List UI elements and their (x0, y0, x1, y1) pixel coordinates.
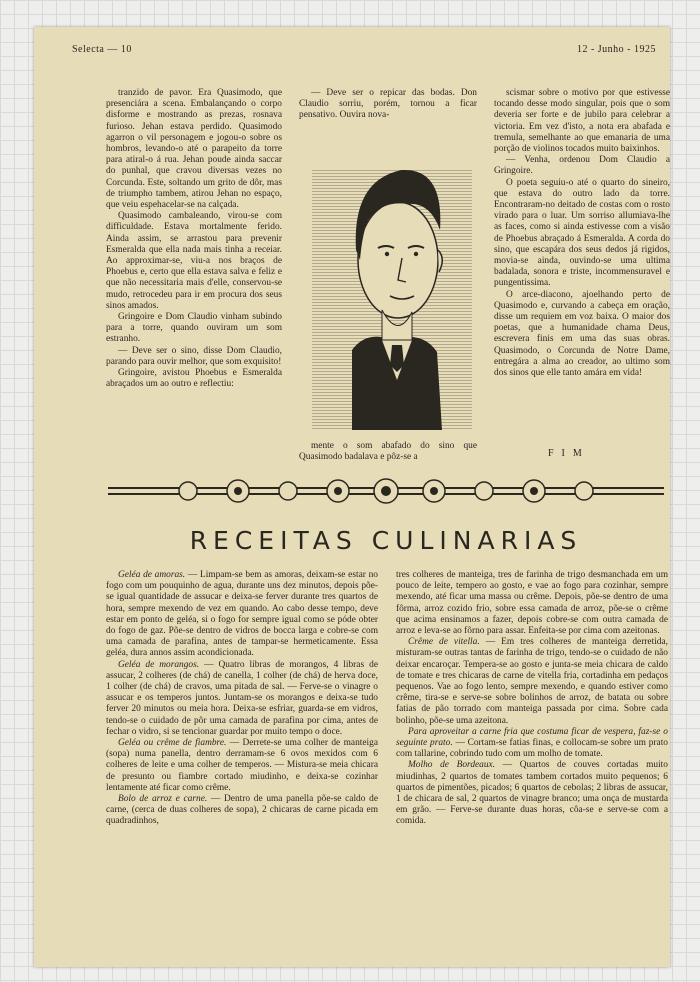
recipe-text: tres colheres de manteiga, tres de farinha de trigo desmanchada em um pouco de leite, tempero ao gosto, e vae ao fogo para cozinhar, sempre mexendo, até ficar uma massa ou crême. Depois, põe-se dentro de uma fôrma, arroz cozido frio, sobre essa camada de arroz, põe-se o crême que acima ensinamos a fazer, depois cobre-se com outra camada de arroz e leva-se ao fôrno para assar. Enfeita-se por cima com azeitonas. (396, 570, 668, 637)
story-end-mark: FIM (548, 448, 590, 459)
recipe-text: — Limpam-se bem as amoras, deixam-se estar no fogo com um pouquinho de agua, durante uns dez minutos, depois põe-se igual quantidade de assucar e deixa-se ferver durante tres quartos de hora, sempre mexendo de vez em quando. Ao cabo desse tempo, deve estar em ponto de geléa, si o fogo for sempre igual como se póde obter do fogo de gaz. Põe-se dentro de vidros de bocca larga e cobre-se com uma camada de parafina, antes de tampar-se hermeticamente. Essa geléa, dura annos assim acondicionada. (106, 570, 378, 659)
story-column-3 (494, 88, 670, 379)
story-paragraph: Gringoire e Dom Claudio vinham subindo para a torre, quando ouviram um som estranho. (106, 312, 282, 345)
story-paragraph: — Deve ser o sino, disse Dom Claudio, parando para ouvir melhor, que som exquisito! (106, 345, 282, 367)
story-paragraph: mente o som abafado do sino que Quasimodo badalava e pôz-se a (299, 441, 477, 463)
recipes-title: RECEITAS CULINARIAS (189, 526, 583, 555)
story-column-2-bottom (299, 441, 477, 463)
recipe-item (106, 794, 378, 828)
story-paragraph: scismar sobre o motivo por que estivesse tocando desse modo singular, pois que o som deveria ser forte e de jubilo para celebrar a victoria. Em vez d'isto, a nota era abafada e tremula, semelhante ao que emanaria de uma porção de violinos tocados muito baixinhos. (494, 88, 670, 155)
story-paragraph: Gringoire, avistou Phoebus e Esmeralda abraçados um ao outro e reflectiu: (106, 368, 282, 390)
header-date: 12 - Junho - 1925 (576, 44, 656, 55)
recipe-name: Crême de vitella. (408, 637, 480, 648)
story-paragraph: O arce-diacono, ajoelhando perto de Quasimodo e, curvando a cabeça em oração, disse um requiem em voz baixa. O maior dos poetas, que a humanidade chama Deus, escrevera finis em uma das suas obras. Quasimodo, o Corcunda de Notre Dame, entregára a alma ao creador, ao ultimo som dos sinos que elle tanto amára em vida! (494, 289, 670, 379)
recipe-text: — Quatro libras de morangos, 4 libras de assucar, 2 colheres (de chá) de canella, 1 colher (de chá) de herva doce, 1 colher (de chá) de cravos, uma pitada de sal. — Ferve-se o vinagre o assucar e os temperos juntos. Juntam-se os morangos e deixa-se tudo ferver 20 minutos ou meia hora. Deixa-se esfriar, guarda-se em vidros, tendo-se o cuidado de pôr uma camada de parafina por cima, antes de fechar o vidro, si se tencionar guardar por muito tempo o doce. (106, 659, 378, 737)
recipes-column-1 (106, 570, 378, 828)
recipe-item (396, 760, 668, 827)
recipe-item (106, 738, 378, 794)
page-header (72, 44, 656, 60)
recipe-text: — Cortam-se fatias finas, e collocam-se sobre um prato com tallarine, cobrindo tudo com um molho de tomate. (396, 738, 668, 760)
recipe-item (106, 660, 378, 738)
recipe-name: Bolo de arroz e carne. (118, 794, 208, 805)
recipe-text: — Dentro de uma panella põe-se caldo de carne, (cerca de duas colheres de sopa), 2 chicaras de carne picada em quadradinhos, (106, 794, 378, 827)
recipe-continuation (396, 570, 668, 637)
header-magazine-page: Selecta — 10 (72, 44, 132, 55)
recipe-item (396, 727, 668, 761)
recipes-column-2 (396, 570, 668, 828)
story-paragraph: — Venha, ordenou Dom Claudio a Gringoire. (494, 155, 670, 177)
recipe-name: Geléa de morangos. (118, 659, 200, 670)
story-column-2-top (299, 88, 477, 122)
recipe-name: Para aproveitar a carne fria que costuma ficar de vespera, faz-se o seguinte prato. (396, 726, 668, 749)
portrait-illustration (312, 140, 472, 430)
floral-ornament-divider (108, 474, 664, 508)
recipe-text: — Derrete-se uma colher de manteiga (sopa) numa panella, dentro derramam-se 6 ovos mexidos com 6 colheres de leite e uma colher de temperos. — Mistura-se meia chicara de presunto ou fiambre cortado miudinho, e deixa-se cozinhar lentamente até ficar como crême. (106, 738, 378, 793)
story-column-1 (106, 88, 282, 390)
recipe-text: — Em tres colheres de manteiga derretida, misturam-se outras tantas de farinha de trigo, tendo-se o cuidado de não deixar encaroçar. Tempera-se ao gosto e junta-se meia chicara de caldo de tomate e tres chicaras de carne de vitella fria, cortadinha em pedaços pequenos. Vae ao fogo lento, sempre mexendo, e quando estiver como crême, tira-se e serve-se sobre bolinhos de arroz, de batata ou sobre fatias de pão torrado com manteiga passada por cima. Sobre cada bolinho, põe-se uma azeitona. (396, 637, 668, 726)
story-paragraph: Quasimodo cambaleando, virou-se com difficuldade. Estava mortalmente ferido. Ainda assim, se arrastou para prevenir Esmeralda que ella nada mais tinha a receiar. Ao approximar-se, viu-a nos braços de Phoebus e, certo que ella estava salva e feliz e que não necessitaria mais d'elle, conservou-se mudo, retrocedeu para ir em procura dos seus sinos amados. (106, 211, 282, 311)
story-paragraph: O poeta seguiu-o até o quarto do sineiro, que estava do outro lado da torre. Encontraram-no deitado de costas com o rosto virado para o luar. Um sorriso allumiava-lhe as faces, como si ainda estivesse com a visão de Phoebus abraçado á Esmeralda. A corda do sino, que escapára dos seus dedos já rigidos, movia-se ainda, ouvindo-se uma ultima badalada, sonora e triste, incommensuravel e pungentissima. (494, 177, 670, 289)
story-paragraph: tranzido de pavor. Era Quasimodo, que presenciára a scena. Embalançando o corpo disforme e mostrando as prezas, rosnava furioso. Jehan estava perdido. Quasimodo agarron o vil personagem e jogou-o sobre os hombros, levando-o até o parapeito da torre para atiral-o á rua. Jehan poude ainda saccar do punhal, que cravou diversas vezes no Corcunda. Este, soltando um grito de dôr, mas de triumpho tambem, atirou Jehan no espaço, que veiu espehacelar-se na calçada. (106, 88, 282, 211)
recipe-item (106, 570, 378, 660)
recipe-name: Molho de Bordeaux. (408, 760, 496, 771)
recipe-text: — Quartos de couves cortadas muito miudinhas, 2 quartos de tomates tambem cortados muito pequenos; 6 quartos de pimentões, picados; 6 quartos de cebolas; 2 libras de assucar, 1 de chicara de sal, 2 quartos de vinagre branco; uma onça de mustarda em grão. — Ferve-se durante duas horas, côa-se e serve-se com a comida. (396, 760, 668, 827)
recipe-name: Geléa ou crême de fiambre. (118, 738, 227, 749)
recipe-item (396, 637, 668, 727)
recipe-name: Geléa de amoras. (118, 570, 186, 580)
story-paragraph: — Deve ser o repicar das bodas. Don Claudio sorriu, porém, tornou a ficar pensativo. Ouvira nova- (299, 88, 477, 121)
